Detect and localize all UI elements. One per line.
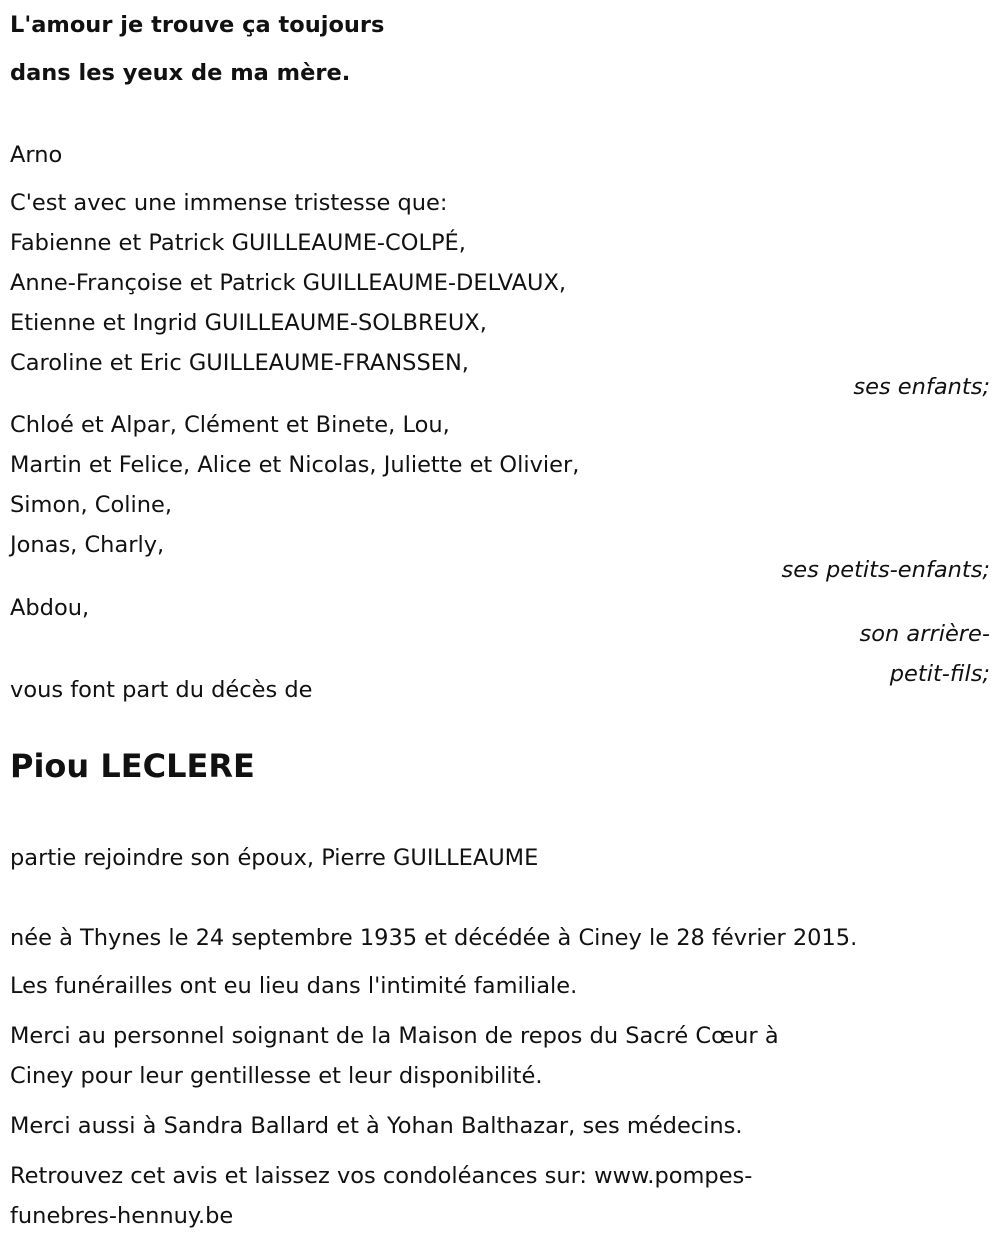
child-entry: Fabienne et Patrick GUILLEAUME-COLPÉ, bbox=[10, 230, 466, 256]
spouse-line: partie rejoindre son époux, Pierre GUILLEAUME bbox=[10, 845, 539, 871]
intro-text: C'est avec une immense tristesse que: bbox=[10, 190, 448, 216]
birth-death-line: née à Thynes le 24 septembre 1935 et décédée à Ciney le 28 février 2015. bbox=[10, 925, 858, 951]
child-entry: Anne-Françoise et Patrick GUILLEAUME-DELVAUX, bbox=[10, 270, 567, 296]
grandchild-entry: Chloé et Alpar, Clément et Binete, Lou, bbox=[10, 412, 450, 438]
child-entry: Etienne et Ingrid GUILLEAUME-SOLBREUX, bbox=[10, 310, 487, 336]
grandchild-entry: Martin et Felice, Alice et Nicolas, Juliette et Olivier, bbox=[10, 452, 580, 478]
grandchildren-label: ses petits-enfants; bbox=[781, 557, 990, 583]
great-grandchildren-label: petit-fils; bbox=[889, 661, 990, 687]
grandchild-entry: Jonas, Charly, bbox=[10, 532, 165, 558]
great-grandchildren-label: son arrière- bbox=[859, 621, 990, 647]
condolences-link[interactable]: funebres-hennuy.be bbox=[10, 1203, 234, 1229]
quote-line: L'amour je trouve ça toujours bbox=[10, 12, 385, 38]
children-label: ses enfants; bbox=[853, 374, 990, 400]
great-grandchild-entry: Abdou, bbox=[10, 595, 90, 621]
thanks-doctors-line: Merci aussi à Sandra Ballard et à Yohan Balthazar, ses médecins. bbox=[10, 1113, 743, 1139]
condolences-line: Retrouvez cet avis et laissez vos condoléances sur: www.pompes- bbox=[10, 1163, 753, 1189]
child-entry: Caroline et Eric GUILLEAUME-FRANSSEN, bbox=[10, 350, 469, 376]
quote-author: Arno bbox=[10, 142, 63, 168]
grandchild-entry: Simon, Coline, bbox=[10, 492, 173, 518]
announce-text: vous font part du décès de bbox=[10, 677, 313, 703]
thanks-line: Merci au personnel soignant de la Maison de repos du Sacré Cœur à bbox=[10, 1023, 779, 1049]
deceased-name: Piou LECLERE bbox=[10, 747, 255, 785]
thanks-line: Ciney pour leur gentillesse et leur disponibilité. bbox=[10, 1063, 543, 1089]
quote-line: dans les yeux de ma mère. bbox=[10, 60, 351, 86]
funeral-line: Les funérailles ont eu lieu dans l'intimité familiale. bbox=[10, 973, 578, 999]
